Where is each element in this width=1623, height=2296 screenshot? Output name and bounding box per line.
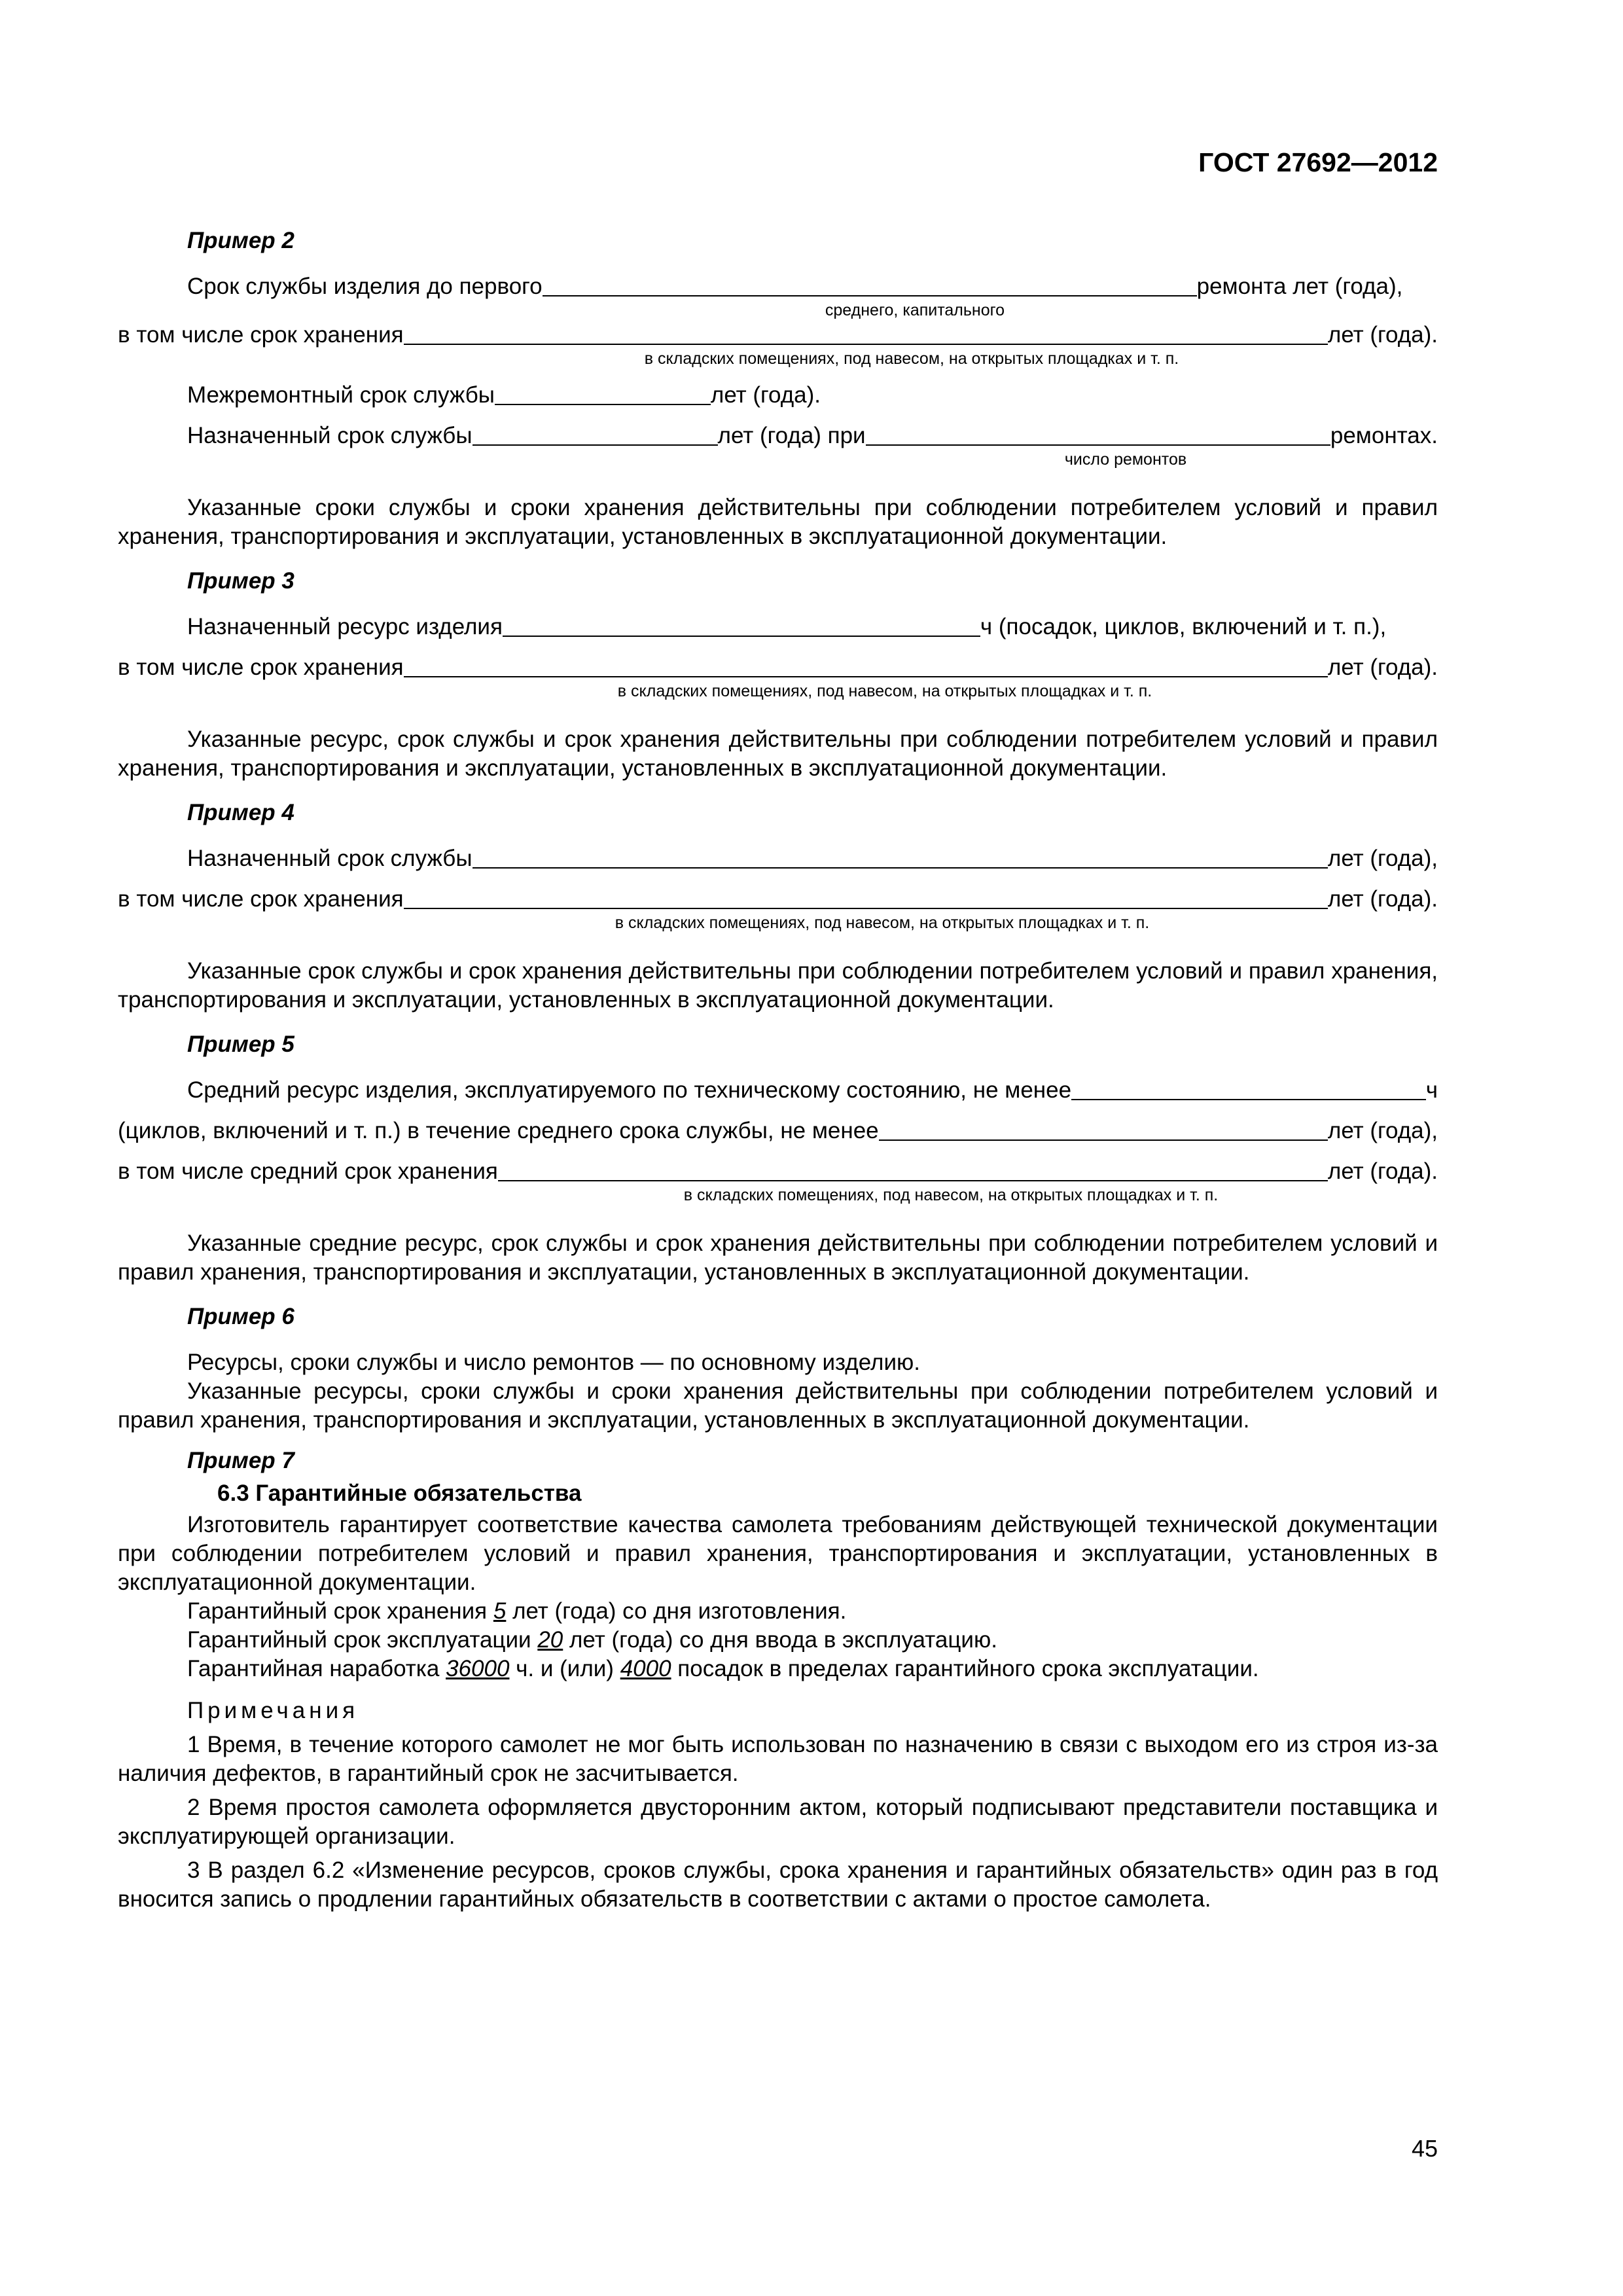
field-label: лет (года),: [1327, 1118, 1438, 1143]
paragraph: Указанные сроки службы и сроки хранения действительны при соблюдении потребителем условий и правил хранения, транспортирования и эксплуатации, установленных в эксплуатационной документации.: [118, 495, 1438, 549]
paragraph: Указанные средние ресурс, срок службы и срок хранения действительны при соблюдении потребителем условий и правил хранения, транспортирования и эксплуатации, установленных в эксплуатационной документации.: [118, 1230, 1438, 1285]
paragraph: Ресурсы, сроки службы и число ремонтов — по основному изделию.: [187, 1350, 920, 1375]
example-2-line-4: [118, 422, 1438, 450]
example-4-title: Пример 4: [187, 800, 294, 825]
example-5-line-2: [118, 1117, 1438, 1145]
fill-blank[interactable]: [404, 655, 1328, 677]
paragraph: Указанные ресурсы, сроки службы и сроки хранения действительны при соблюдении потребителем условий и правил хранения, транспортирования и эксплуатации, установленных в эксплуатационной документации.: [118, 1378, 1438, 1433]
example-6-title: Пример 6: [187, 1304, 294, 1329]
filled-value: 5: [493, 1598, 507, 1624]
field-label: лет (года).: [1327, 322, 1438, 348]
fill-blank[interactable]: [879, 1118, 1328, 1141]
fill-blank[interactable]: [498, 1158, 1328, 1181]
field-label: в том числе средний срок хранения: [118, 1158, 498, 1184]
note-3: 3 В раздел 6.2 «Изменение ресурсов, сроков службы, срока хранения и гарантийных обязательств» один раз в год вносится запись о продлении гарантийных обязательств в соответствии с актами о простое самолета.: [118, 1857, 1438, 1912]
fill-blank[interactable]: [404, 322, 1328, 345]
field-label: в том числе срок хранения: [118, 322, 404, 348]
field-caption: среднего, капитального: [825, 301, 1005, 319]
example-4-line-1: [118, 844, 1438, 873]
field-label: в том числе срок хранения: [118, 655, 404, 680]
field-label: Межремонтный срок службы: [187, 382, 495, 408]
example-3-title: Пример 3: [187, 568, 294, 594]
field-caption: в складских помещениях, под навесом, на открытых площадках и т. п.: [615, 914, 1150, 932]
caption-row: [118, 1186, 1438, 1206]
example-5-line-1: [118, 1076, 1438, 1105]
page-content: [118, 223, 1438, 1914]
field-label: лет (года).: [710, 382, 821, 408]
caption-row: [118, 301, 1438, 321]
field-label: Назначенный срок службы: [187, 846, 473, 871]
field-label: ремонта лет (года),: [1196, 274, 1403, 299]
filled-value: 20: [537, 1627, 563, 1653]
fill-blank[interactable]: [543, 274, 1197, 296]
example-3-line-2: [118, 653, 1438, 682]
standard-number: ГОСТ 27692—2012: [1198, 147, 1438, 177]
page-number: 45: [1411, 2135, 1438, 2162]
field-label: лет (года).: [1327, 1158, 1438, 1184]
paragraph: Изготовитель гарантирует соответствие качества самолета требованиям действующей технической документации при соблюдении потребителем условий и правил хранения, транспортирования и эксплуатации, установленных в эксплуатационной документации.: [118, 1512, 1438, 1595]
example-2-line-1: [118, 272, 1438, 301]
warranty-storage: Гарантийный срок хранения 5 лет (года) со дня изготовления.: [187, 1598, 847, 1624]
field-label: Срок службы изделия до первого: [187, 274, 543, 299]
field-caption: число ремонтов: [1064, 450, 1187, 469]
field-label: ч (посадок, циклов, включений и т. п.),: [980, 614, 1387, 639]
fill-blank[interactable]: [404, 886, 1328, 909]
field-label: (циклов, включений и т. п.) в течение среднего срока службы, не менее: [118, 1118, 879, 1143]
caption-row: [118, 914, 1438, 933]
fill-blank[interactable]: [473, 423, 718, 446]
field-label: Назначенный ресурс изделия: [187, 614, 503, 639]
fill-blank[interactable]: [495, 382, 711, 405]
field-label: ремонтах.: [1330, 423, 1438, 448]
example-2-line-3: [118, 381, 1438, 410]
example-4-line-2: [118, 885, 1438, 914]
filled-value: 4000: [620, 1656, 671, 1681]
field-caption: в складских помещениях, под навесом, на открытых площадках и т. п.: [617, 682, 1152, 700]
field-label: ч: [1425, 1077, 1438, 1103]
caption-row: [118, 682, 1438, 702]
example-3-line-1: [118, 613, 1438, 641]
caption-row: [118, 450, 1438, 470]
paragraph: Указанные ресурс, срок службы и срок хранения действительны при соблюдении потребителем условий и правил хранения, транспортирования и эксплуатации, установленных в эксплуатационной документации.: [118, 726, 1438, 781]
field-label: Средний ресурс изделия, эксплуатируемого по техническому состоянию, не менее: [187, 1077, 1072, 1103]
field-label: лет (года).: [1327, 655, 1438, 680]
field-label: Назначенный срок службы: [187, 423, 473, 448]
field-label: лет (года).: [1327, 886, 1438, 912]
note-1: 1 Время, в течение которого самолет не мог быть использован по назначению в связи с выходом его из строя из-за наличия дефектов, в гарантийный срок не засчитывается.: [118, 1732, 1438, 1786]
field-caption: в складских помещениях, под навесом, на открытых площадках и т. п.: [683, 1186, 1219, 1204]
warranty-operation: Гарантийный срок эксплуатации 20 лет (года) со дня ввода в эксплуатацию.: [187, 1627, 997, 1653]
note-2: 2 Время простоя самолета оформляется двусторонним актом, который подписывают представители поставщика и эксплуатирующей организации.: [118, 1795, 1438, 1849]
caption-row: [118, 350, 1438, 369]
field-label: в том числе срок хранения: [118, 886, 404, 912]
fill-blank[interactable]: [503, 614, 980, 637]
section-heading: 6.3 Гарантийные обязательства: [217, 1480, 582, 1506]
field-label: лет (года) при: [717, 423, 866, 448]
fill-blank[interactable]: [1071, 1077, 1426, 1100]
fill-blank[interactable]: [866, 423, 1330, 446]
example-5-line-3: [118, 1157, 1438, 1186]
field-caption: в складских помещениях, под навесом, на открытых площадках и т. п.: [644, 350, 1179, 368]
example-2-line-2: [118, 321, 1438, 350]
filled-value: 36000: [446, 1656, 510, 1681]
field-label: лет (года),: [1327, 846, 1438, 871]
warranty-runtime: Гарантийная наработка 36000 ч. и (или) 4000 посадок в пределах гарантийного срока эксплуатации.: [187, 1656, 1259, 1681]
example-5-title: Пример 5: [187, 1031, 294, 1057]
notes-title: Примечания: [187, 1698, 359, 1723]
paragraph: Указанные срок службы и срок хранения действительны при соблюдении потребителем условий и правил хранения, транспортирования и эксплуатации, установленных в эксплуатационной документации.: [118, 958, 1438, 1013]
example-2-title: Пример 2: [187, 228, 294, 253]
fill-blank[interactable]: [473, 846, 1328, 869]
example-7-title: Пример 7: [187, 1448, 294, 1473]
